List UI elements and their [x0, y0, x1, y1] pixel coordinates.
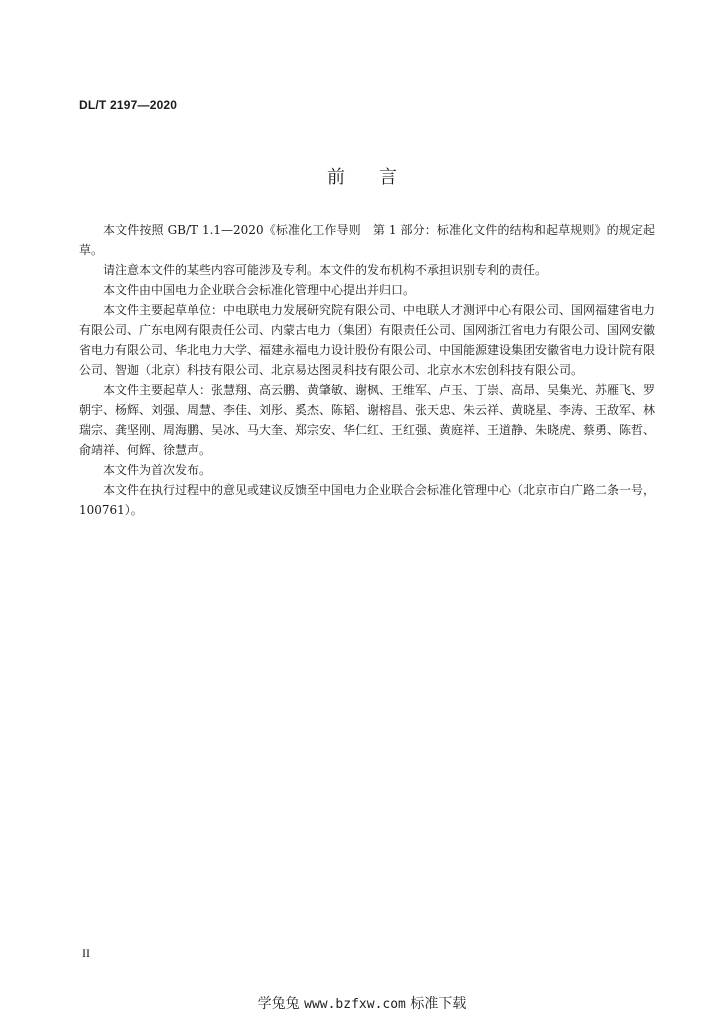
paragraph-drafting-units: 本文件主要起草单位：中电联电力发展研究院有限公司、中电联人才测评中心有限公司、国网福建省电力有限公司、广东电网有限责任公司、内蒙古电力（集团）有限责任公司、国网浙江省电力有限公司、国网安徽省电力有限公司、华北电力大学、福建永福电力设计股份有限公司、中国能源建设集团安徽省电力设计院有限公司、智迦（北京）科技有限公司、北京易达图灵科技有限公司、北京水木宏创科技有限公司。: [79, 303, 656, 377]
paragraph-drafting-rules: 本文件按照 GB/T 1.1—2020《标准化工作导则 第 1 部分：标准化文件的结构和起草规则》的规定起草。: [79, 223, 655, 257]
paragraph-first-release: 本文件为首次发布。: [103, 463, 212, 477]
watermark: [0, 993, 724, 1013]
foreword-body: [79, 220, 655, 520]
paragraph-drafters: 本文件主要起草人：张慧翔、高云鹏、黄肇敏、谢枫、王维军、卢玉、丁崇、高昂、吴集光、苏雁飞、罗朝宇、杨辉、刘强、周慧、李佳、刘彤、奚杰、陈韬、谢榕昌、张天忠、朱云祥、黄晓星、李涛、王敌军、林瑞宗、龚坚刚、周海鹏、吴冰、马大奎、郑宗安、华仁红、王红强、黄庭祥、王道静、朱晓虎、蔡勇、陈哲、俞靖祥、何辉、徐慧声。: [79, 383, 656, 457]
paragraph-patent-notice: 请注意本文件的某些内容可能涉及专利。本文件的发布机构不承担识别专利的责任。: [103, 263, 548, 277]
standard-code: DL/T 2197—2020: [79, 98, 178, 112]
section-title: 前言: [327, 167, 431, 188]
watermark-url: www.bzfxw.com: [304, 997, 406, 1012]
watermark-label: 标准下载: [410, 996, 467, 1012]
paragraph-feedback: 本文件在执行过程中的意见或建议反馈至中国电力企业联合会标准化管理中心（北京市白广路二条一号，100761）。: [79, 483, 656, 517]
paragraph-proposer: 本文件由中国电力企业联合会标准化管理中心提出并归口。: [103, 283, 416, 297]
page-number: II: [82, 946, 90, 960]
watermark-site-name: 学兔兔: [257, 996, 300, 1012]
